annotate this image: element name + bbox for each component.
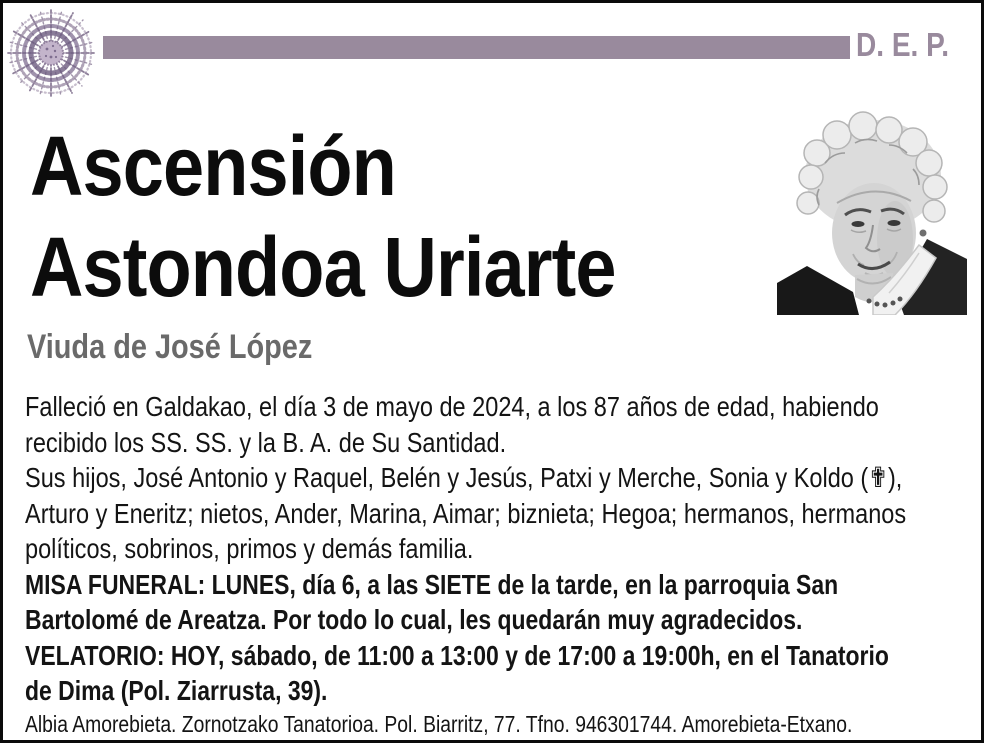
funeral-home-footer: Albia Amorebieta. Zornotzako Tanatorioa. Pol. Biarritz, 77. Tfno. 946301744. Amorebieta-Etxano. (25, 711, 853, 737)
header-bar (103, 36, 850, 59)
body-line: recibido los SS. SS. y la B. A. de Su Santidad. (25, 426, 507, 458)
body-line: de Dima (Pol. Ziarrusta, 39). (25, 675, 328, 706)
wake-paragraph (25, 638, 889, 709)
relation-subtitle: Viuda de José López (27, 328, 313, 366)
funeral-mass-paragraph (25, 567, 839, 638)
dep-label: D. E. P. (856, 26, 950, 63)
body-line: VELATORIO: HOY, sábado, de 11:00 a 13:00 y de 17:00 a 19:00h, en el Tanatorio (25, 639, 889, 671)
body-line: Bartolomé de Areatza. Por todo lo cual, les quedarán muy agradecidos. (25, 604, 803, 635)
body-line: MISA FUNERAL: LUNES, día 6, a las SIETE de la tarde, en la parroquia San (25, 568, 839, 600)
obituary-body-text (25, 389, 980, 709)
deceased-first-name: Ascensión (30, 119, 396, 213)
deceased-last-names: Astondoa Uriarte (30, 220, 616, 314)
family-paragraph (25, 460, 907, 567)
body-line: Falleció en Galdakao, el día 3 de mayo de 2024, a los 87 años de edad, habiendo (25, 391, 879, 422)
deceased-name (30, 116, 695, 318)
death-notice-paragraph (25, 389, 879, 460)
body-line: Arturo y Eneritz; nietos, Ander, Marina, Aimar; biznieta; Hegoa; hermanos, hermanos (25, 497, 907, 529)
deceased-portrait-photo (777, 111, 967, 315)
flower-ornament-icon (4, 4, 98, 98)
body-line: Sus hijos, José Antonio y Raquel, Belén y Jesús, Patxi y Merche, Sonia y Koldo (✟), (25, 462, 903, 493)
body-line: políticos, sobrinos, primos y demás familia. (25, 533, 474, 564)
